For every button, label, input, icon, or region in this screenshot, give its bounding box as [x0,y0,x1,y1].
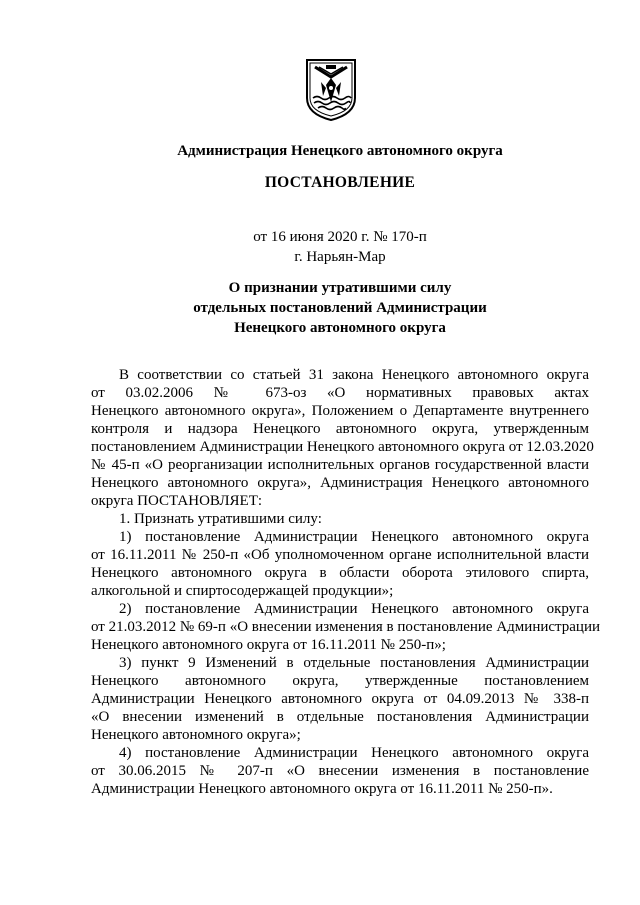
date-and-number: от 16 июня 2020 г. № 170-п [253,229,427,245]
body-line: от 21.03.2012 № 69-п «О внесении изменения в постановление Администрации [91,619,601,635]
body-line: Администрации Ненецкого автономного округа от 16.11.2011 № 250-п». [91,781,553,797]
body-line: № 45-п «О реорганизации исполнительных органов государственной власти [91,457,589,473]
body-line: от 16.11.2011 № 250-п «Об уполномоченном органе исполнительной власти [91,547,589,563]
body-line: от 30.06.2015 № 207-п «О внесении изменения в постановление [91,763,589,779]
body-line: Ненецкого автономного округа»; [91,727,301,743]
city: г. Нарьян-Мар [294,249,386,265]
organization-heading: Администрация Ненецкого автономного округа [177,143,503,159]
body-line: Ненецкого автономного округа в области оборота этилового спирта, [91,565,589,581]
document-type-title: ПОСТАНОВЛЕНИЕ [264,174,416,191]
subject-line: Ненецкого автономного округа [234,320,446,336]
body-line: 2) постановление Администрации Ненецкого автономного округа [119,601,589,617]
body-line: В соответствии со статьей 31 закона Ненецкого автономного округа [119,367,589,383]
body-line: контроля и надзора Ненецкого автономного округа, утвержденным [91,421,589,437]
body-line: от 03.02.2006 № 673-оз «О нормативных правовых актах [91,385,589,401]
body-line: «О внесении изменений в отдельные постановления Администрации [91,709,589,725]
body-line: 4) постановление Администрации Ненецкого автономного округа [119,745,589,761]
body-line: 3) пункт 9 Изменений в отдельные постановления Администрации [119,655,589,671]
body-line: 1) постановление Администрации Ненецкого автономного округа [119,529,589,545]
body-line: Администрации Ненецкого автономного округа от 04.09.2013 № 338-п [91,691,589,707]
body-line: 1. Признать утратившими силу: [119,511,322,527]
body-line: Ненецкого автономного округа», Положением о Департаменте внутреннего [91,403,589,419]
body-line: алкогольной и спиртосодержащей продукции»; [91,583,394,599]
coat-of-arms-icon [305,58,357,122]
subject-line: отдельных постановлений Администрации [193,300,487,316]
body-line: Ненецкого автономного округа», Администрация Ненецкого автономного [91,475,589,491]
subject-line: О признании утратившими силу [228,280,452,296]
body-line: Ненецкого автономного округа, утвержденные постановлением [91,673,589,689]
body-line: округа ПОСТАНОВЛЯЕТ: [91,493,263,509]
document-subject [0,278,640,338]
body-line: постановлением Администрации Ненецкого автономного округа от 12.03.2020 [91,439,594,455]
body-line: Ненецкого автономного округа от 16.11.2011 № 250-п»; [91,637,446,653]
